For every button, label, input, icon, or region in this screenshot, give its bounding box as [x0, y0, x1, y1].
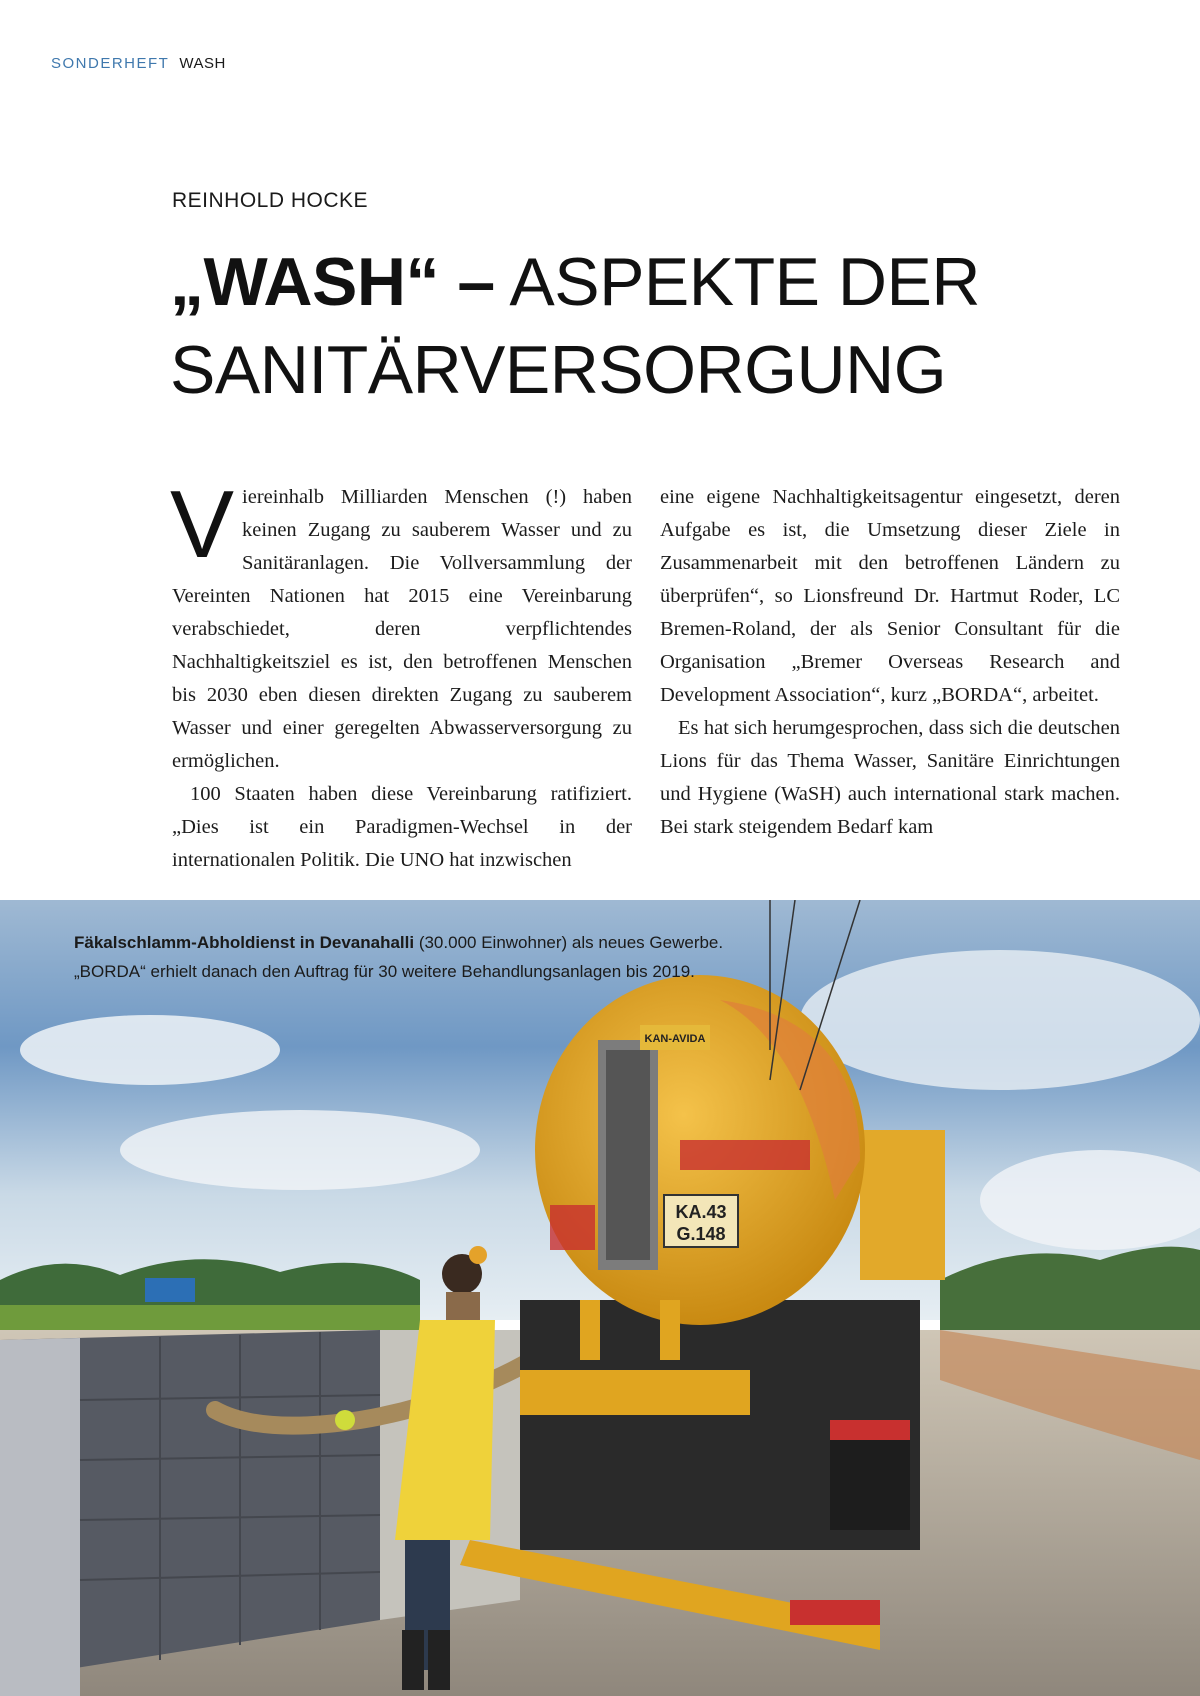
paragraph-text: iereinhalb Milliarden Menschen (!) haben keinen Zugang zu sauberem Wasser und zu Sanitäranlagen. Die Vollversammlung der Vereinten Nationen hat 2015 eine Vereinbarung verabschiedet, deren verpflichtendes Nachhaltigkeitsziel es ist, den betroffenen Menschen bis 2030 eben diesen direkten Zugang zu sauberem Wasser und einer geregelten Abwasserversorgung zu ermöglichen. [172, 486, 632, 772]
author-name: REINHOLD HOCKE [172, 189, 369, 212]
caption-lead: Fäkalschlamm-Abholdienst in Devanahalli [74, 933, 415, 952]
column-right [660, 481, 1120, 844]
drop-cap: V [170, 471, 235, 578]
paragraph [170, 471, 632, 778]
photo-caption [74, 928, 774, 986]
paragraph: Es hat sich herumgesprochen, dass sich die deutschen Lions für das Thema Wasser, Sanitäre Einrichtungen und Hygiene (WaSH) auch international stark machen. Bei stark steigendem Bedarf kam [660, 717, 1120, 838]
caption-text: (30.000 Einwohner) als neues Gewerbe. [414, 933, 724, 952]
truck-plate-line1: KA.43 [675, 1202, 727, 1222]
title-rest: ASPEKTE DER [494, 244, 980, 320]
truck-brand: KAN-AVIDA [644, 1033, 706, 1045]
article-photo [0, 900, 1200, 1696]
paragraph: eine eigene Nachhaltigkeitsagentur eingesetzt, deren Aufgabe es ist, die Umsetzung dieser Ziele in Zusammenarbeit mit den betroffenen Ländern zu überprüfen“, so Lionsfreund Dr. Hartmut Roder, LC Bremen-Roland, der als Senior Consultant für die Organisation „Bremer Overseas Research and Development Association“, kurz „BORDA“, arbeitet. [660, 486, 1120, 706]
paragraph: 100 Staaten haben diese Vereinbarung ratifiziert. „Dies ist ein Paradigmen-Wechsel in der internationalen Politik. Die UNO hat inzwischen [172, 783, 632, 871]
truck-plate-line2: G.148 [676, 1224, 726, 1244]
title-bold: „WASH“ – [170, 244, 495, 320]
article-title [170, 238, 1070, 414]
section-label: SONDERHEFT [51, 55, 170, 72]
topic-label: WASH [179, 55, 226, 72]
column-left [170, 471, 632, 877]
title-line2: SANITÄRVERSORGUNG [170, 332, 947, 408]
running-head [51, 55, 226, 72]
caption-line2: „BORDA“ erhielt danach den Auftrag für 30 weitere Behandlungsanlagen bis 2019. [74, 962, 695, 981]
